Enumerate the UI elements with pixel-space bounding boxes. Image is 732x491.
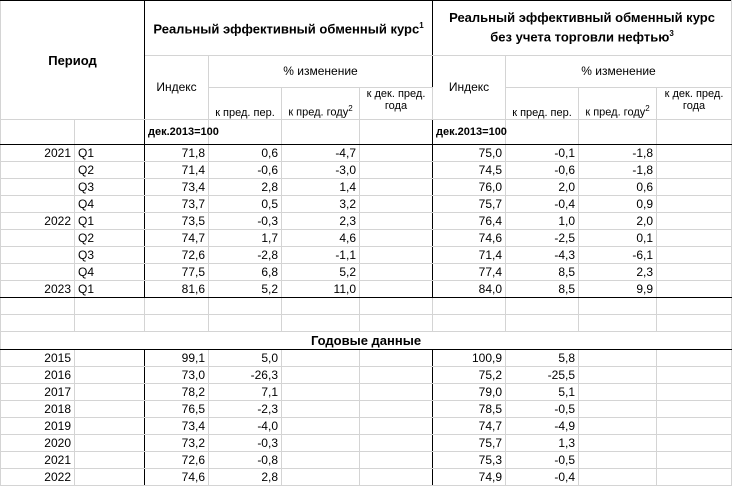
reer-value: 74,6	[145, 469, 209, 486]
empty-cell	[282, 452, 360, 469]
reer-ex-oil-value: 5,8	[506, 350, 579, 367]
empty-cell	[579, 367, 657, 384]
reer-prev-year-header: к пред. году$^2$	[282, 88, 360, 120]
reer-ex-oil-value: 0,6	[579, 179, 657, 196]
reer-ex-oil-value: -1,8	[579, 162, 657, 179]
reer-ex-oil-value	[657, 281, 732, 298]
reer-ex-oil-value: 1,0	[506, 213, 579, 230]
reer-ex-oil-value: 84,0	[433, 281, 506, 298]
empty-cell	[579, 350, 657, 367]
reer-value: -0,3	[209, 435, 282, 452]
empty-cell	[282, 418, 360, 435]
reer-ex-oil-value: -0,6	[506, 162, 579, 179]
reer-ex-oil-prev-year-header: к пред. году$^2$	[579, 88, 657, 120]
empty-cell	[657, 350, 732, 367]
reer-value: 5,0	[209, 350, 282, 367]
reer-value: 2,8	[209, 179, 282, 196]
reer-ex-oil-value: -0,5	[506, 452, 579, 469]
reer-value: 73,2	[145, 435, 209, 452]
empty-cell	[360, 367, 433, 384]
year-cell: 2018	[1, 401, 75, 418]
quarter-cell: Q1	[75, 145, 145, 162]
empty-cell	[657, 469, 732, 486]
reer-ex-oil-value	[657, 213, 732, 230]
reer-value: 1,7	[209, 230, 282, 247]
empty-cell	[360, 469, 433, 486]
reer-ex-oil-value: 74,9	[433, 469, 506, 486]
empty-cell	[75, 435, 145, 452]
table-row	[1, 196, 732, 213]
reer-ex-oil-value: -0,4	[506, 196, 579, 213]
year-cell	[1, 230, 75, 247]
reer-value: 4,6	[282, 230, 360, 247]
reer-ex-oil-value: -6,1	[579, 247, 657, 264]
reer-ex-oil-index-header: Индекс	[433, 56, 506, 120]
reer-ex-oil-title-line2: без учета торговли нефтью	[490, 29, 670, 45]
empty-cell	[657, 435, 732, 452]
quarter-cell: Q4	[75, 264, 145, 281]
reer-value: 73,4	[145, 418, 209, 435]
reer-pct-header: % изменение	[209, 56, 433, 88]
empty-cell	[75, 452, 145, 469]
empty-cell	[579, 452, 657, 469]
empty-cell	[579, 401, 657, 418]
reer-value: -26,3	[209, 367, 282, 384]
reer-ex-oil-value	[657, 264, 732, 281]
reer-footnote: 1	[419, 21, 424, 31]
year-cell	[1, 264, 75, 281]
reer-ex-oil-value: 75,3	[433, 452, 506, 469]
reer-value: 2,3	[282, 213, 360, 230]
table-row	[1, 281, 732, 298]
reer-value: -2,3	[209, 401, 282, 418]
reer-ex-oil-value: 75,7	[433, 196, 506, 213]
empty-cell	[657, 452, 732, 469]
quarter-cell: Q3	[75, 247, 145, 264]
reer-value: 3,2	[282, 196, 360, 213]
reer-ex-oil-header	[433, 1, 732, 56]
empty-cell	[657, 401, 732, 418]
reer-ex-oil-value: 75,2	[433, 367, 506, 384]
reer-value: 73,0	[145, 367, 209, 384]
empty-cell	[75, 384, 145, 401]
reer-ex-oil-title-line1: Реальный эффективный обменный курс	[449, 10, 715, 26]
empty-cell	[579, 469, 657, 486]
reer-value: 77,5	[145, 264, 209, 281]
empty-cell	[579, 418, 657, 435]
empty-cell	[579, 435, 657, 452]
table-row	[1, 452, 732, 469]
reer-value	[360, 247, 433, 264]
reer-ex-oil-value	[657, 145, 732, 162]
reer-ex-oil-value: -0,5	[506, 401, 579, 418]
year-cell: 2022	[1, 213, 75, 230]
year-cell: 2016	[1, 367, 75, 384]
empty-cell	[282, 367, 360, 384]
year-cell: 2022	[1, 469, 75, 486]
reer-ex-oil-value: -25,5	[506, 367, 579, 384]
reer-ex-oil-value: 2,0	[506, 179, 579, 196]
year-cell: 2020	[1, 435, 75, 452]
reer-value: 2,8	[209, 469, 282, 486]
year-cell: 2015	[1, 350, 75, 367]
year-cell	[1, 162, 75, 179]
quarter-cell: Q1	[75, 281, 145, 298]
reer-ex-oil-value: 9,9	[579, 281, 657, 298]
table-row	[1, 401, 732, 418]
reer-ex-oil-value: -0,1	[506, 145, 579, 162]
year-cell	[1, 196, 75, 213]
table-row	[1, 230, 732, 247]
reer-ex-oil-value: 76,4	[433, 213, 506, 230]
reer-ex-oil-value	[657, 162, 732, 179]
reer-value: 73,7	[145, 196, 209, 213]
year-cell: 2019	[1, 418, 75, 435]
empty-cell	[579, 384, 657, 401]
year-cell	[1, 247, 75, 264]
reer-value	[360, 196, 433, 213]
year-cell	[1, 179, 75, 196]
reer-value: 1,4	[282, 179, 360, 196]
reer-value: 72,6	[145, 452, 209, 469]
reer-ex-oil-dec-prev-year-header: к дек. пред. года	[657, 88, 732, 120]
reer-header	[145, 1, 433, 56]
reer-value	[360, 145, 433, 162]
reer-value: -4,7	[282, 145, 360, 162]
quarter-cell: Q1	[75, 213, 145, 230]
table-row	[1, 179, 732, 196]
reer-ex-oil-value: 0,9	[579, 196, 657, 213]
empty-cell	[657, 418, 732, 435]
reer-value: 0,5	[209, 196, 282, 213]
reer-ex-oil-value: -4,9	[506, 418, 579, 435]
reer-prev-period-header: к пред. пер.	[209, 88, 282, 120]
reer-ex-oil-value	[657, 179, 732, 196]
annual-data-title: Годовые данные	[1, 332, 732, 350]
period-header: Период	[1, 1, 145, 120]
reer-value: -0,8	[209, 452, 282, 469]
empty-cell	[360, 418, 433, 435]
table-row	[1, 350, 732, 367]
empty-cell	[282, 350, 360, 367]
reer-value: -0,3	[209, 213, 282, 230]
empty-cell	[360, 452, 433, 469]
reer-value: -4,0	[209, 418, 282, 435]
reer-ex-oil-value: 5,1	[506, 384, 579, 401]
reer-ex-oil-value: 77,4	[433, 264, 506, 281]
year-cell: 2021	[1, 145, 75, 162]
reer-ex-oil-value: 0,1	[579, 230, 657, 247]
empty-cell	[360, 350, 433, 367]
reer-ex-oil-value: 8,5	[506, 264, 579, 281]
reer-ex-oil-prev-period-header: к пред. пер.	[506, 88, 579, 120]
reer-ex-oil-value	[657, 196, 732, 213]
reer-value: 5,2	[282, 264, 360, 281]
table-header	[1, 1, 732, 145]
spacer-rows	[1, 298, 732, 350]
empty-cell	[75, 401, 145, 418]
reer-value: 7,1	[209, 384, 282, 401]
quarter-cell: Q3	[75, 179, 145, 196]
empty-cell	[282, 469, 360, 486]
empty-cell	[360, 384, 433, 401]
table-row	[1, 264, 732, 281]
reer-value: 99,1	[145, 350, 209, 367]
reer-ex-oil-value: -2,5	[506, 230, 579, 247]
reer-ex-oil-value: -4,3	[506, 247, 579, 264]
reer-ex-oil-footnote: 3	[669, 29, 674, 39]
reer-ex-oil-value	[657, 247, 732, 264]
reer-ex-oil-value: 79,0	[433, 384, 506, 401]
reer-value	[360, 264, 433, 281]
reer-value: -1,1	[282, 247, 360, 264]
empty-cell	[360, 401, 433, 418]
reer-ex-oil-value: 2,0	[579, 213, 657, 230]
reer-value: 5,2	[209, 281, 282, 298]
reer-index-header: Индекс	[145, 56, 209, 120]
quarter-cell: Q4	[75, 196, 145, 213]
empty-cell	[75, 350, 145, 367]
reer-value: 78,2	[145, 384, 209, 401]
reer-value: 72,6	[145, 247, 209, 264]
reer-value: -3,0	[282, 162, 360, 179]
year-cell: 2021	[1, 452, 75, 469]
table-row	[1, 162, 732, 179]
reer-value	[360, 230, 433, 247]
empty-cell	[282, 435, 360, 452]
table-row	[1, 469, 732, 486]
reer-value: 73,4	[145, 179, 209, 196]
reer-value: 74,7	[145, 230, 209, 247]
reer-base-label: дек.2013=100	[145, 120, 209, 145]
reer-ex-oil-value: 75,7	[433, 435, 506, 452]
reer-ex-oil-base-label: дек.2013=100	[433, 120, 506, 145]
reer-ex-oil-value: 76,0	[433, 179, 506, 196]
reer-value: 6,8	[209, 264, 282, 281]
reer-value: 71,4	[145, 162, 209, 179]
year-cell: 2023	[1, 281, 75, 298]
annual-data	[1, 350, 732, 486]
reer-ex-oil-value: 2,3	[579, 264, 657, 281]
reer-dec-prev-year-header: к дек. пред. года	[360, 88, 433, 120]
reer-ex-oil-value: -0,4	[506, 469, 579, 486]
reer-ex-oil-value: 1,3	[506, 435, 579, 452]
empty-cell	[75, 367, 145, 384]
reer-ex-oil-value: 8,5	[506, 281, 579, 298]
empty-cell	[282, 401, 360, 418]
reer-value	[360, 281, 433, 298]
reer-value: 71,8	[145, 145, 209, 162]
empty-cell	[282, 384, 360, 401]
reer-value: 11,0	[282, 281, 360, 298]
reer-value: 76,5	[145, 401, 209, 418]
reer-value	[360, 213, 433, 230]
reer-value: 81,6	[145, 281, 209, 298]
empty-cell	[75, 469, 145, 486]
reer-value: -0,6	[209, 162, 282, 179]
reer-ex-oil-value: 74,7	[433, 418, 506, 435]
reer-ex-oil-value: 78,5	[433, 401, 506, 418]
table-row	[1, 213, 732, 230]
table-row	[1, 435, 732, 452]
reer-value	[360, 179, 433, 196]
reer-ex-oil-value	[657, 230, 732, 247]
reer-ex-oil-value: 75,0	[433, 145, 506, 162]
empty-cell	[657, 384, 732, 401]
empty-cell	[75, 418, 145, 435]
year-cell: 2017	[1, 384, 75, 401]
reer-ex-oil-value: -1,8	[579, 145, 657, 162]
reer-ex-oil-value: 74,5	[433, 162, 506, 179]
table-row	[1, 247, 732, 264]
table-row	[1, 418, 732, 435]
quarterly-data	[1, 145, 732, 298]
table-row	[1, 145, 732, 162]
reer-title: Реальный эффективный обменный курс	[153, 21, 420, 37]
reer-ex-oil-value: 74,6	[433, 230, 506, 247]
reer-value	[360, 162, 433, 179]
reer-ex-oil-pct-header: % изменение	[506, 56, 732, 88]
quarter-cell: Q2	[75, 230, 145, 247]
reer-value: 0,6	[209, 145, 282, 162]
quarter-cell: Q2	[75, 162, 145, 179]
reer-ex-oil-value: 71,4	[433, 247, 506, 264]
empty-cell	[657, 367, 732, 384]
table-row	[1, 367, 732, 384]
empty-cell	[360, 435, 433, 452]
reer-value: 73,5	[145, 213, 209, 230]
reer-value: -2,8	[209, 247, 282, 264]
table-row	[1, 384, 732, 401]
reer-ex-oil-value: 100,9	[433, 350, 506, 367]
